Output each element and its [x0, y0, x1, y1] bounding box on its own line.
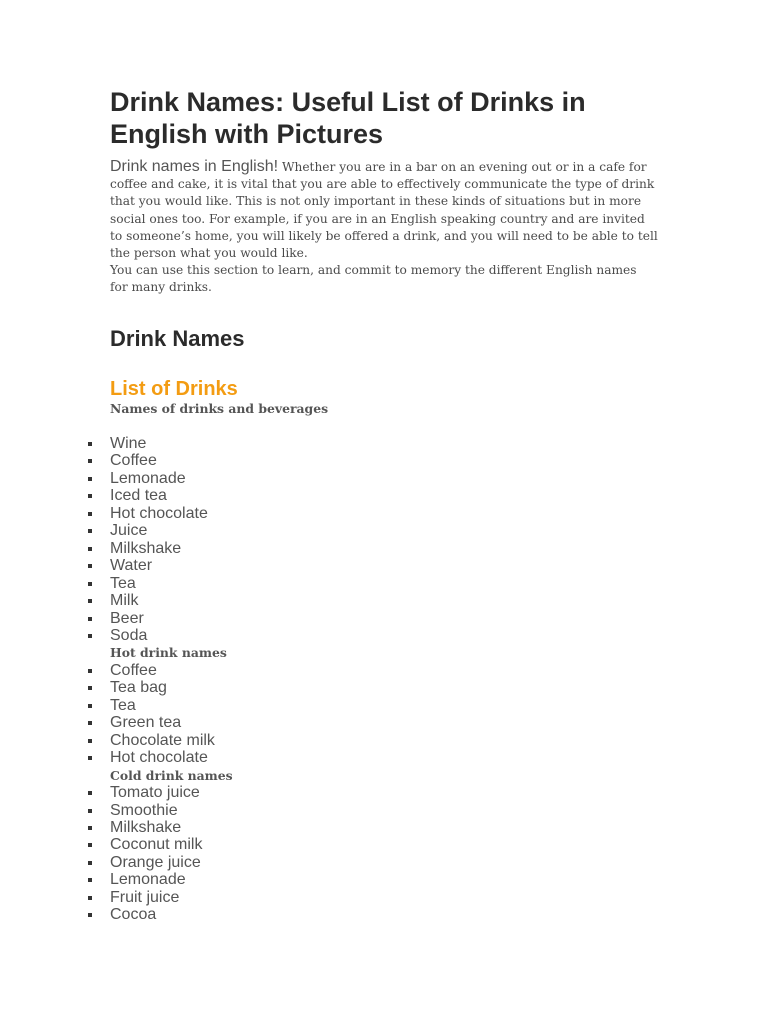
subsection-heading: List of Drinks: [110, 378, 238, 400]
list-item: Beer: [110, 610, 658, 627]
intro-body: Whether you are in a bar on an evening out or in a cafe for coffee and cake, it is vital that you are able to effectively communicate the type of drink that you would like. This is not only important in these kinds of situations but in more social ones too. For example, if you are in an English speaking country and are invited to someone’s home, you will likely be offered a drink, and you will need to be able to tell the person what you would like.: [110, 160, 658, 261]
list-item: Coconut milk: [110, 836, 658, 853]
cold-drinks-label: Cold drink names: [110, 767, 233, 783]
intro-text: [110, 158, 658, 297]
list-item: Green tea: [110, 714, 658, 731]
intro-lead: Drink names in English!: [110, 158, 279, 175]
list-item: Lemonade: [110, 871, 658, 888]
page-title: Drink Names: Useful List of Drinks in English with Pictures: [110, 87, 586, 149]
list-item: Orange juice: [110, 854, 658, 871]
list-item: Tea: [110, 575, 658, 592]
list-item: Coffee: [110, 452, 658, 469]
list-item: Cocoa: [110, 906, 658, 923]
intro-paragraph-2: You can use this section to learn, and commit to memory the different English names for many drinks.: [110, 263, 637, 295]
list-item: Iced tea: [110, 487, 658, 504]
list-item: Tea: [110, 697, 658, 714]
intro-paragraph: [110, 158, 658, 262]
list-item: Chocolate milk: [110, 732, 658, 749]
list-item: Fruit juice: [110, 889, 658, 906]
list-item: Milkshake: [110, 540, 658, 557]
list-caption: Names of drinks and beverages: [110, 401, 329, 416]
document-page: [110, 86, 658, 924]
list-item: Water: [110, 557, 658, 574]
section-heading: Drink Names: [110, 326, 245, 351]
general-drinks-list: [110, 435, 658, 644]
list-item: Hot chocolate: [110, 749, 658, 766]
list-item: Wine: [110, 435, 658, 452]
hot-drinks-label: Hot drink names: [110, 645, 227, 661]
list-item: Milkshake: [110, 819, 658, 836]
list-item: Tea bag: [110, 679, 658, 696]
list-item: Milk: [110, 592, 658, 609]
list-item: Tomato juice: [110, 784, 658, 801]
cold-drinks-list: [110, 784, 658, 924]
list-item: Lemonade: [110, 470, 658, 487]
list-item: Hot chocolate: [110, 505, 658, 522]
list-item: Soda: [110, 627, 658, 644]
list-item: Coffee: [110, 662, 658, 679]
hot-drinks-list: [110, 662, 658, 767]
drink-lists: [110, 435, 658, 924]
list-item: Smoothie: [110, 802, 658, 819]
list-item: Juice: [110, 522, 658, 539]
